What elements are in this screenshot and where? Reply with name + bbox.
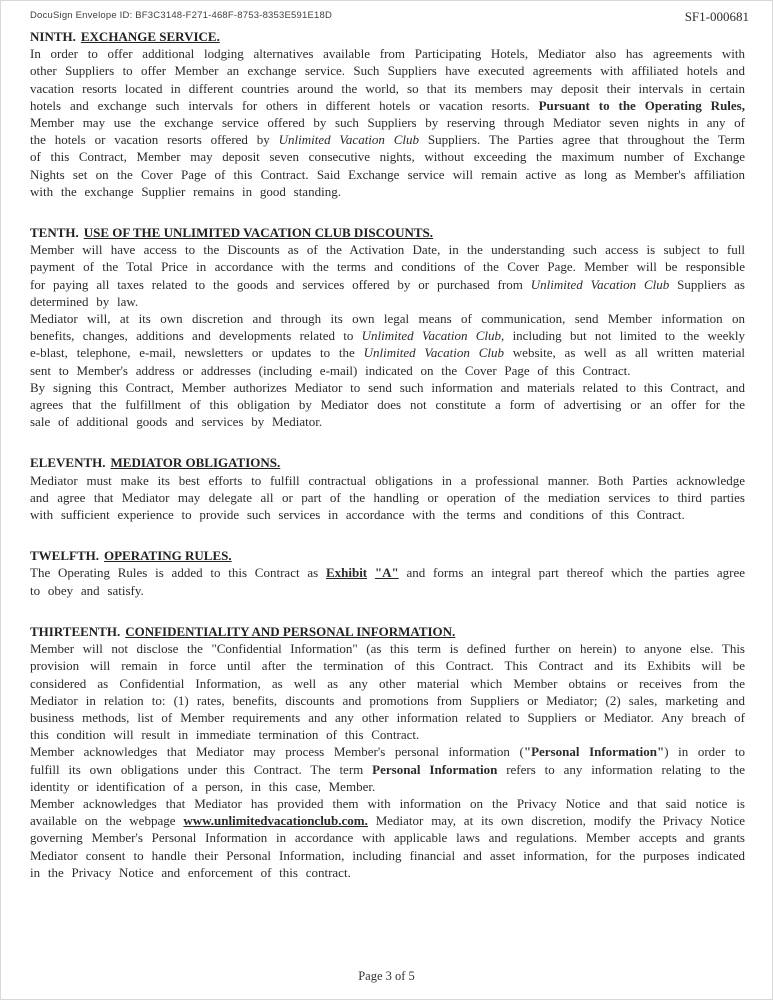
section-paragraph (30, 472, 745, 524)
text-run: Unlimited Vacation Club (363, 345, 504, 361)
section-title: USE OF THE UNLIMITED VACATION CLUB DISCOUNTS. (83, 225, 434, 241)
section-title: MEDIATOR OBLIGATIONS. (110, 455, 281, 471)
text-run: Pursuant to the Operating Rules, (538, 97, 745, 113)
text-run: In order to offer additional lodging alternatives available from Participating Hotels, Mediator also has agreements with other Suppliers to offer Member an exchange service. Such Suppliers have executed agreements with affiliated hotels and vacation resorts located in different countries around the world, so that its members may deposit their intervals in certain hotels and exchange such intervals for others in different hotels or vacation resorts. (30, 46, 745, 113)
section-title: EXCHANGE SERVICE. (80, 29, 220, 44)
text-run: By signing this Contract, Member authorizes Mediator to send such information and materials related to this Contract, and agrees that the fulfillment of this obligation by Mediator does not constitute a form of advertising or an offer for the sale of additional goods and services by Mediator. (30, 379, 745, 430)
text-run: Member will have access to the Discounts as of the Activation Date, in the understanding such access is subject to full payment of the Total Price in accordance with the terms and conditions of the Cover Page. Member will be responsible for paying all taxes related to the goods and services offered by or purchased from (30, 242, 745, 292)
text-run: Mediator must make its best efforts to fulfill contractual obligations in a professional manner. Both Parties acknowledge and agree that Mediator may delegate all or part of the handling or operation of the mediation services to third parties with sufficient experience to provide such services in accordance with the terms and conditions of this Contract. (30, 472, 745, 523)
section-paragraph (30, 564, 745, 598)
section-heading (30, 454, 745, 471)
contract-section (30, 224, 745, 430)
text-run: Unlimited Vacation Club (361, 328, 502, 344)
document-code: SF1-000681 (684, 9, 749, 24)
section-paragraph (30, 640, 745, 743)
contract-section (30, 28, 745, 200)
section-heading (30, 547, 745, 564)
text-run: Mediator may, at its own discretion, modify the Privacy Notice governing Member's Personal Information in accordance with applicable laws and regulations. Member accepts and grants Mediator consent to handle their Personal Information, including financial and asset information, for the purposes indicated in the Privacy Notice and enforcement of this contract. (30, 813, 745, 880)
text-run: Suppliers. The Parties agree that throughout the Term of this Contract, Member may deposit seven consecutive nights, without exceeding the maximum number of Exchange Nights set on the Cover Page of this Contract. Said Exchange service will remain active as long as Member's affiliation with the exchange Supplier remains in good standing. (30, 132, 745, 199)
contract-section (30, 547, 745, 599)
text-run (367, 565, 375, 580)
text-run: "Personal Information" (523, 744, 665, 760)
text-run: Mediator will, at its own discretion and through its own legal means of communication, send Member information on benefits, changes, additions and developments related to (30, 311, 745, 344)
section-number: TENTH. (30, 225, 79, 241)
section-heading (30, 28, 745, 45)
privacy-url-link[interactable]: www.unlimitedvacationclub.com. (183, 813, 368, 829)
section-paragraph (30, 743, 745, 795)
text-run: Suppliers as determined by law. (30, 276, 745, 309)
section-heading (30, 224, 745, 241)
section-number: ELEVENTH. (30, 455, 106, 471)
section-paragraph (30, 310, 745, 379)
text-run: Personal Information (372, 761, 498, 777)
section-number: THIRTEENTH. (30, 623, 121, 639)
text-run: Member acknowledges that Mediator has provided them with information on the Privacy Notice and that said notice is available on the webpage (30, 795, 745, 829)
text-run: Unlimited Vacation Club (278, 132, 420, 148)
section-paragraph (30, 379, 745, 431)
text-run: website, as well as all written material sent to Member's address or addresses (including e-mail) indicated on the Cover Page of this Contract. (30, 345, 746, 378)
section-paragraph (30, 241, 745, 310)
contract-section (30, 623, 745, 881)
docusign-envelope-id: DocuSign Envelope ID: BF3C3148-F271-468F-8753-8353E591E18D (30, 10, 333, 21)
text-run: Member acknowledges that Mediator may process Member's personal information ( (30, 744, 524, 760)
text-run: Exhibit (325, 565, 368, 581)
section-paragraph (30, 795, 745, 881)
page-number-footer: Page 3 of 5 (358, 969, 415, 983)
section-number: TWELFTH. (30, 548, 99, 564)
text-run: "A" (374, 565, 399, 581)
section-title: OPERATING RULES. (104, 548, 232, 564)
section-number: NINTH. (30, 29, 76, 44)
contract-section (30, 454, 745, 523)
text-run: and forms an integral part thereof which the parties agree to obey and satisfy. (30, 565, 745, 598)
text-run: , including but not limited to the weekly e-blast, telephone, e-mail, newsletters or updates to the (30, 328, 745, 361)
section-heading (30, 623, 745, 640)
text-run: Unlimited Vacation Club (530, 276, 670, 292)
sections-container (30, 28, 745, 881)
text-run: Member will not disclose the "Confidential Information" (as this term is defined further on herein) to anyone else. This provision will remain in force until after the termination of this Contract. This Contract and its Exhibits will be considered as Confidential Information, as well as any other material which Member obtains or receives from the Mediator in relation to: (1) rates, benefits, discounts and promotions from Suppliers or Mediator; (2) sales, marketing and business methods, list of Member requirements and any other information related to Suppliers or Mediator. Any breach of this condition will result in immediate termination of this Contract. (30, 641, 745, 743)
text-run: refers to any information relating to the identity or identification of a person, in this case, Member. (30, 761, 745, 794)
text-run: The Operating Rules is added to this Contract as (30, 565, 326, 581)
text-run: Member may use the exchange service offered by such Suppliers by reserving through Mediator seven nights in any of the hotels or vacation resorts offered by (30, 115, 745, 148)
section-title: CONFIDENTIALITY AND PERSONAL INFORMATION. (125, 623, 456, 639)
section-paragraph (30, 45, 745, 200)
text-run: ) in order to fulfill its own obligations under this Contract. The term (30, 744, 745, 777)
